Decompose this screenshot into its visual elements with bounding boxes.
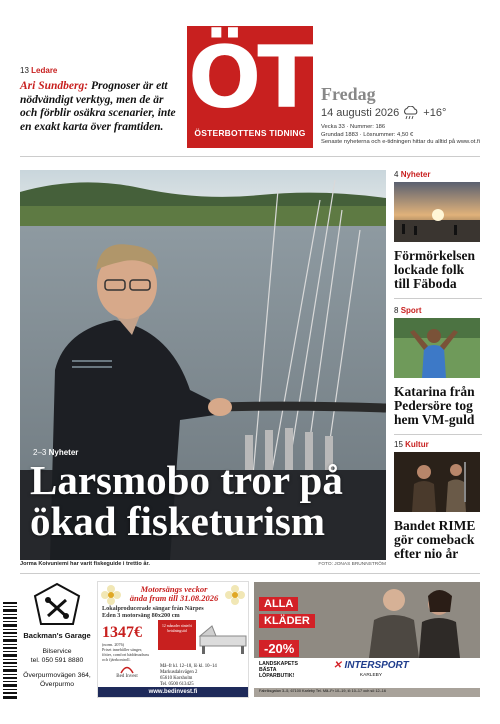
sidebar-section-label (394, 170, 482, 179)
sidebar-page-number: 4 (394, 170, 399, 179)
store-info-bar (254, 658, 480, 688)
garage-logo-icon (33, 582, 81, 626)
barcode (3, 602, 17, 700)
leader-section-name: Ledare (31, 66, 58, 75)
main-headline-line-2: ökad fisketurism (30, 498, 326, 544)
slogan-line-3: LÖPARBUTIK! (259, 673, 295, 679)
running-store-slogan (259, 661, 315, 679)
date-block (321, 84, 491, 147)
meta-website: Senaste nyheterna och e-tidningen hittar du alltid på www.ot.fi (321, 139, 480, 145)
flower-icon (101, 585, 121, 605)
furniture-product (102, 605, 248, 619)
furniture-details: Priset innehåller sänger, fötter, comfort bäddmadrass och fjärrkontroll. (102, 647, 150, 662)
slogan-line-2: BÄSTA (259, 667, 277, 673)
photo-credit: FOTO: JONAS BRUNNSTRÖM (318, 562, 386, 567)
sale-percent: -20% (259, 640, 299, 657)
sidebar-divider (394, 298, 482, 299)
eclipse-photo (394, 182, 480, 242)
furniture-price: 1347€ (102, 624, 142, 641)
furniture-website[interactable]: www.bedinvest.fi (98, 687, 248, 697)
furniture-fine-print (102, 642, 152, 662)
band-photo (394, 452, 480, 512)
slogan-line-1: LANDSKAPETS (259, 661, 298, 667)
leader-section-label (20, 66, 180, 75)
photo-caption: Jorma Koivuniemi har varit fiskeguide i trettio år. (20, 561, 150, 567)
garage-service: Bilservice (42, 648, 72, 655)
sale-all: ALLA (259, 597, 298, 611)
date-line (321, 106, 491, 120)
garage-name: Backman's Garage (23, 631, 91, 640)
sidebar-section-name: Kultur (405, 440, 429, 449)
intersport-name: INTERSPORT (344, 660, 409, 671)
rain-cloud-icon (402, 106, 420, 120)
main-headline-line-1: Larsmobo tror på (30, 457, 343, 503)
garage-ad[interactable] (20, 582, 94, 698)
meta-week-number: Vecka 33 · Nummer: 186 (321, 124, 386, 130)
furniture-street: Markusdalsvägen 2 (160, 670, 198, 675)
main-story-section-name: Nyheter (48, 448, 79, 457)
sidebar-section-label (394, 306, 482, 315)
flower-icon (225, 585, 245, 605)
logo-letters: ÖT (188, 28, 312, 128)
furniture-contact (160, 664, 248, 688)
furniture-hours: Må–fr kl. 12–18, lö kl. 10–14 (160, 664, 217, 669)
leader-summary: Prognoser är ett nödvändigt verktyg, men de är och förblir osäkra scenarier, inte en exakt karta över framtiden. (20, 80, 176, 133)
furniture-city: 65610 Korsholm (160, 676, 193, 681)
issue-meta (321, 124, 491, 147)
sidebar-page-number: 15 (394, 440, 403, 449)
garage-address-line-1: Överpurmovägen 364, (23, 672, 91, 679)
furniture-title: Motorsängs veckor (140, 584, 208, 594)
installment-badge: 12 månader räntefri betalningstid (158, 620, 196, 650)
furniture-normal-price: (norm. 2076) (102, 642, 125, 647)
garage-address-line-2: Överpurmo (40, 681, 74, 688)
issue-date: 14 augusti 2026 (321, 107, 400, 119)
sidebar-item-kultur[interactable] (394, 440, 482, 561)
sidebar-item-nyheter[interactable] (394, 170, 482, 299)
header-divider (20, 156, 480, 157)
main-headline[interactable] (30, 457, 380, 544)
store-city: KARLEBY (359, 673, 383, 678)
furniture-ad-title (122, 585, 226, 603)
bed-invest-logo (106, 664, 148, 678)
sidebar-divider (394, 434, 482, 435)
ad-row-divider (20, 573, 480, 574)
furniture-line-2: Eden 3 motorsäng 80x200 cm (102, 612, 180, 619)
sidebar-headline: Förmörkelsen lockade folk till Fäboda (394, 248, 475, 291)
sidebar-headline: Bandet RIME gör comeback efter nio år (394, 518, 476, 561)
leader-page-number: 13 (20, 66, 29, 75)
logo-name: ÖSTERBOTTENS TIDNING (194, 128, 306, 138)
temperature: +16° (423, 107, 447, 119)
garage-phone: tel. 050 591 8880 (30, 657, 84, 664)
masthead-logo (187, 26, 313, 148)
leader-text (20, 80, 180, 134)
bed-invest-name: Bed Invest (116, 674, 138, 679)
sidebar-headline: Katarina från Pedersöre tog hem VM-guld (394, 384, 475, 427)
store-address: Fabriksgatan 3–5, 67100 Karleby Tel. Må–Fr 10–19, lö 10–17 och sö 12–16 (259, 689, 387, 693)
leader-teaser[interactable] (20, 66, 180, 134)
main-story-section (33, 448, 78, 457)
sale-clothes: KLÄDER (259, 614, 315, 628)
athlete-photo (394, 318, 480, 378)
sidebar-item-sport[interactable] (394, 306, 482, 435)
sports-store-ad[interactable] (254, 582, 480, 697)
main-story-page-number: 2–3 (33, 448, 47, 457)
sidebar-section-name: Sport (400, 306, 422, 315)
furniture-line-1: Lokalproducerade sängar från Närpes (102, 605, 204, 612)
meta-founded-price: Grundad 1883 · Lösnummer: 4,50 € (321, 131, 414, 138)
furniture-phone: Tel. 0500 613425 (160, 682, 194, 687)
sidebar-page-number: 8 (394, 306, 399, 315)
furniture-subtitle: ända fram till 31.08.2026 (129, 593, 219, 603)
leader-author: Ari Sundberg: (20, 80, 89, 92)
bed-icon (198, 620, 248, 658)
intersport-logo-mark-icon: ✕ (333, 660, 342, 671)
sidebar-section-label (394, 440, 482, 449)
furniture-ad[interactable] (97, 581, 249, 698)
weekday: Fredag (321, 84, 376, 104)
sidebar-section-name: Nyheter (400, 170, 431, 179)
bed-invest-logo-icon (119, 664, 135, 674)
intersport-logo (330, 660, 412, 671)
